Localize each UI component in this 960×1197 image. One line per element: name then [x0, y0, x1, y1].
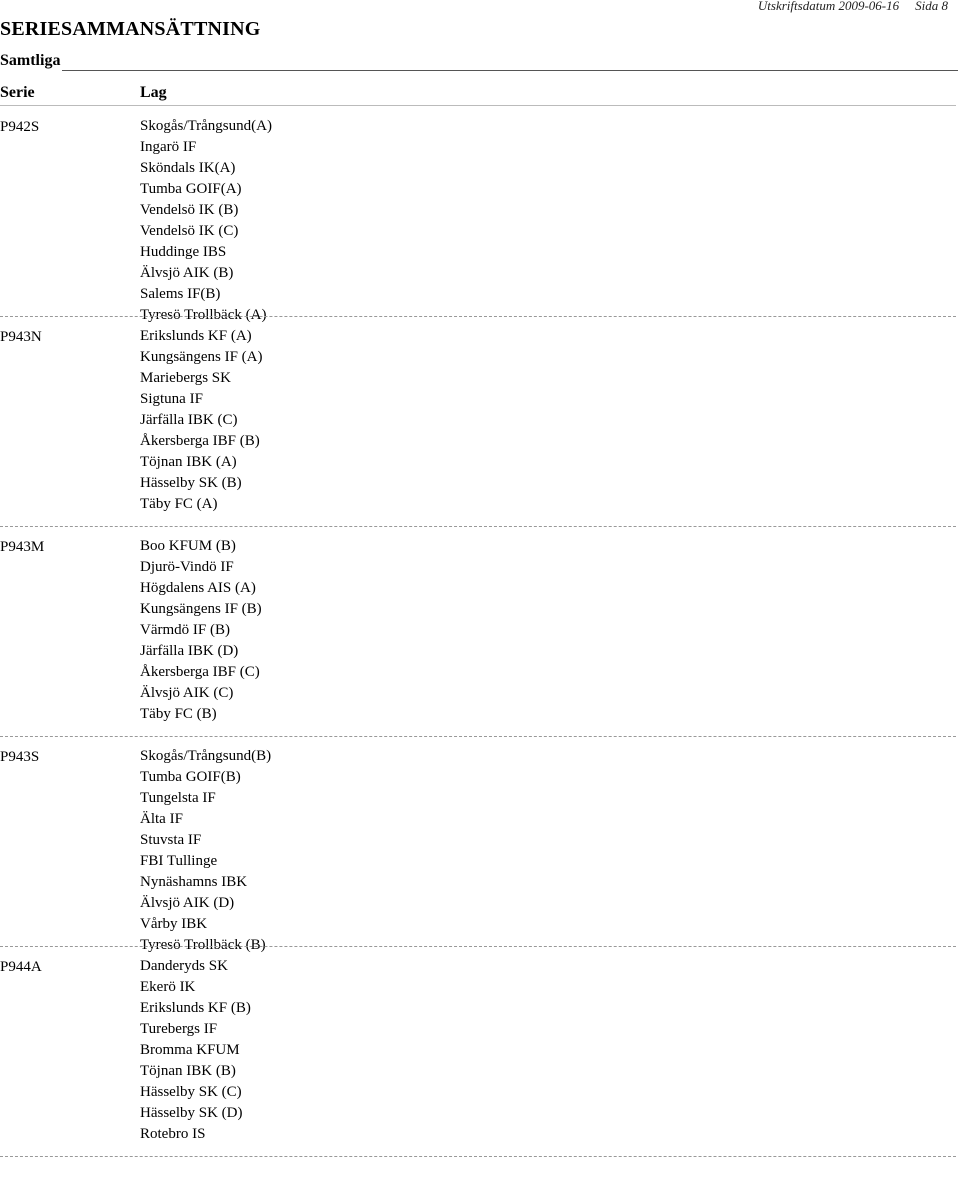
series-code: P943N: [0, 329, 42, 345]
team-item: Vårby IBK: [140, 916, 208, 932]
series-code: P944A: [0, 959, 42, 975]
team-item: FBI Tullinge: [140, 853, 218, 869]
team-item: Salems IF(B): [140, 286, 221, 302]
team-item: Täby FC (A): [140, 496, 218, 512]
print-date: Utskriftsdatum 2009-06-16: [757, 0, 900, 13]
series-group: [0, 737, 960, 953]
team-item: Djurö-Vindö IF: [140, 559, 234, 575]
series-code: P943M: [0, 539, 45, 555]
team-item: Turebergs IF: [140, 1021, 218, 1037]
team-item: Vendelsö IK (C): [140, 223, 239, 239]
team-item: Bromma KFUM: [140, 1042, 240, 1058]
team-item: Högdalens AIS (A): [140, 580, 256, 596]
team-item: Järfälla IBK (D): [140, 643, 239, 659]
team-list: [140, 116, 272, 326]
team-item: Täby FC (B): [140, 706, 217, 722]
team-list: [140, 326, 262, 515]
team-item: Ingarö IF: [140, 139, 197, 155]
team-item: Värmdö IF (B): [140, 622, 230, 638]
team-item: Sigtuna IF: [140, 391, 203, 407]
team-item: Boo KFUM (B): [140, 538, 236, 554]
team-item: Nynäshamns IBK: [140, 874, 248, 890]
series-code: P942S: [0, 119, 40, 135]
team-item: Sköndals IK(A): [140, 160, 236, 176]
team-item: Mariebergs SK: [140, 370, 231, 386]
team-item: Åkersberga IBF (B): [140, 433, 260, 449]
team-item: Älta IF: [140, 811, 183, 827]
team-item: Erikslunds KF (B): [140, 1000, 251, 1016]
print-meta: [758, 0, 948, 14]
team-item: Töjnan IBK (B): [140, 1063, 236, 1079]
team-item: Tyresö Trollbäck (A): [140, 307, 267, 323]
header-rule: [0, 105, 956, 106]
series-group: [0, 317, 960, 527]
series-group: [0, 107, 960, 323]
report-subtitle: Samtliga: [0, 52, 61, 69]
series-list: [0, 107, 960, 1157]
team-item: Hässelby SK (D): [140, 1105, 243, 1121]
team-item: Hässelby SK (C): [140, 1084, 242, 1100]
team-item: Åkersberga IBF (C): [140, 664, 260, 680]
team-item: Älvsjö AIK (C): [140, 685, 234, 701]
team-item: Skogås/Trångsund(A): [140, 118, 272, 134]
team-item: Danderyds SK: [140, 958, 228, 974]
team-item: Tyresö Trollbäck (B): [140, 937, 266, 953]
team-item: Töjnan IBK (A): [140, 454, 237, 470]
series-group: [0, 527, 960, 737]
team-item: Tumba GOIF(B): [140, 769, 241, 785]
series-code: P943S: [0, 749, 40, 765]
column-header-lag: Lag: [140, 84, 167, 101]
top-rule: [62, 70, 958, 71]
team-item: Erikslunds KF (A): [140, 328, 252, 344]
team-item: Rotebro IS: [140, 1126, 206, 1142]
team-item: Ekerö IK: [140, 979, 196, 995]
team-item: Älvsjö AIK (B): [140, 265, 234, 281]
team-item: Vendelsö IK (B): [140, 202, 239, 218]
report-title: SERIESAMMANSÄTTNING: [0, 18, 261, 40]
team-item: Tungelsta IF: [140, 790, 216, 806]
team-list: [140, 746, 271, 956]
team-item: Stuvsta IF: [140, 832, 202, 848]
column-header-serie: Serie: [0, 84, 35, 101]
team-item: Skogås/Trångsund(B): [140, 748, 272, 764]
team-item: Huddinge IBS: [140, 244, 227, 260]
page-number: Sida 8: [915, 0, 948, 13]
team-item: Kungsängens IF (A): [140, 349, 263, 365]
team-item: Tumba GOIF(A): [140, 181, 242, 197]
team-item: Hässelby SK (B): [140, 475, 242, 491]
team-item: Kungsängens IF (B): [140, 601, 262, 617]
team-list: [140, 536, 262, 725]
group-separator: [0, 1156, 956, 1157]
series-group: [0, 947, 960, 1157]
team-item: Älvsjö AIK (D): [140, 895, 235, 911]
team-list: [140, 956, 251, 1145]
team-item: Järfälla IBK (C): [140, 412, 238, 428]
